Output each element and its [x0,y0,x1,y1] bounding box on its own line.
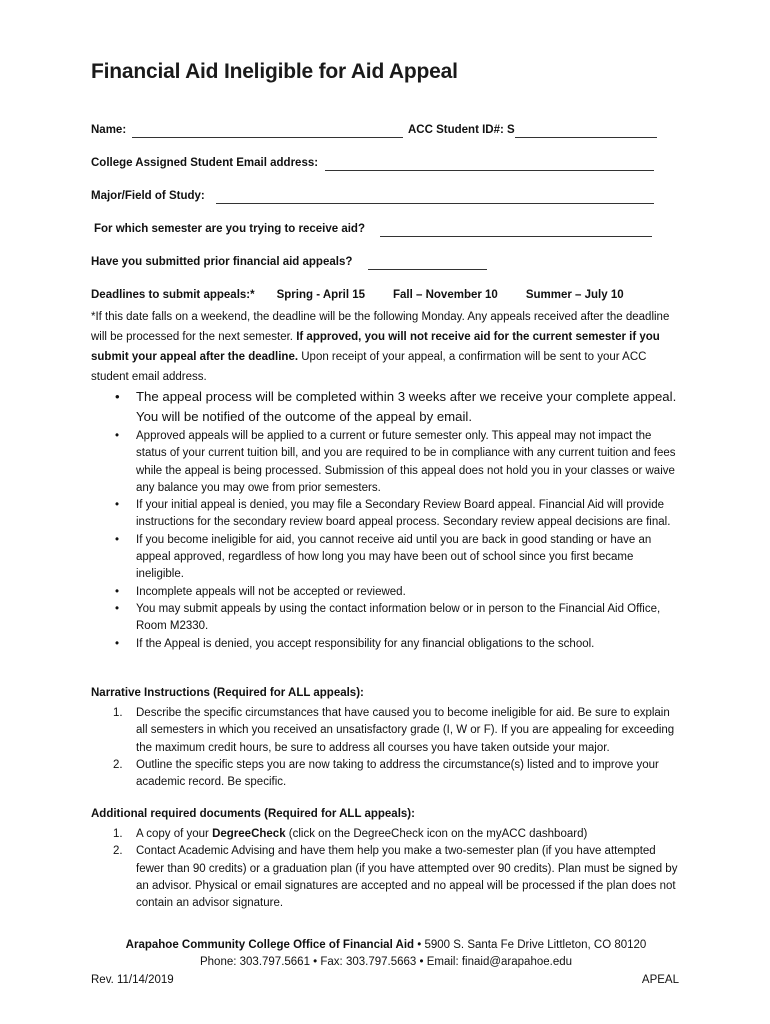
name-label: Name: [91,124,127,136]
deadline-notice [91,307,681,387]
bullet-text: If you become ineligible for aid, you cannot receive aid until you are back in good standing or have an appeal approved, regardless of how long you may have been out of school since you first became ineligible. [136,533,652,581]
additional-docs-list [91,826,681,912]
footer-org: Arapahoe Community College Office of Financial Aid [125,939,415,951]
list-item [91,705,681,757]
item-text: Contact Academic Advising and have them help you make a two-semester plan (if you have attempted fewer than 90 credits) or a graduation plan (if you have attempted over 90 credits). Plan must be signed by an advisor. Physical or email signatures are accepted and no appeal will be processed if the plan does not contain an advisor signature. [136,845,678,910]
student-id-input-line[interactable] [515,137,657,138]
item-text-cont: (click on the DegreeCheck icon on the myACC dashboard) [285,828,588,840]
deadlines-row [91,289,652,301]
email-input-line[interactable] [325,170,654,171]
list-item [91,757,681,792]
item-number: 2. [113,758,123,771]
bullet-text-cont: . Financial Aid will provide instructions for the secondary review board appeal process. Secondary review appeal decisions are final. [136,499,671,529]
deadline-summer: Summer – July 10 [525,289,624,301]
deadline-fall: Fall – November 10 [393,289,498,301]
footer-address-text: • 5900 S. Santa Fe Drive Littleton, CO 80120 [417,939,647,951]
form-code: APEAL [641,974,679,986]
footer-address [91,939,681,951]
item-number: 1. [113,828,123,840]
degreecheck-label: DegreeCheck [212,828,286,840]
revision-date: Rev. 11/14/2019 [91,974,174,986]
item-text: Describe the specific circumstances that have caused you to become ineligible for aid. Be sure to explain all semesters in which you received an unsatisfactory grade (I, W or F). If you are appealing for exceeding the maximum credit hours, be sure to address all courses you have taken outside your major. [136,707,675,754]
bullet-text: You may submit appeals by using the contact information below or in person to the Financial Aid Office, Room M2330. [136,602,661,633]
notice-text-3: Upon receipt of your appeal, a confirmation will be sent to your ACC student email address. [91,351,647,383]
bullet-text: If your initial appeal is denied, you may file a Secondary Review Board appeal [136,499,533,512]
list-item [91,843,681,912]
item-text: A copy of your [136,828,213,840]
notice-text-1: *If this date falls on a weekend, the deadline will be the following Monday. Any appeals received after the deadline will be processed for the next semester. [91,311,670,343]
list-item [91,636,681,653]
bullet-text: The appeal process will be completed within 3 weeks after we receive your complete appeal. You will be notified of the outcome of the appeal by email. [136,389,677,424]
semester-input-line[interactable] [380,236,652,237]
email-label: College Assigned Student Email address: [91,157,319,169]
narrative-list [91,705,681,791]
item-number: 2. [113,845,123,858]
bullet-text: Incomplete appeals will not be accepted or reviewed. [136,585,406,598]
policy-bullet-list [91,387,681,653]
additional-docs-heading: Additional required documents (Required for ALL appeals): [91,808,415,820]
prior-appeals-label: Have you submitted prior financial aid appeals? [91,256,353,268]
prior-appeals-input-line[interactable] [368,269,487,270]
list-item [91,532,681,584]
semester-label: For which semester are you trying to receive aid? [94,223,365,235]
major-input-line[interactable] [216,203,654,204]
narrative-heading: Narrative Instructions (Required for ALL appeals): [91,687,364,699]
list-item [91,601,681,636]
bullet-text: If the Appeal is denied, you accept responsibility for any financial obligations to the school. [136,637,595,650]
item-text: Outline the specific steps you are now taking to address the circumstance(s) listed and to improve your academic record. Be specific. [136,758,659,789]
major-label: Major/Field of Study: [91,190,205,202]
list-item [91,497,681,532]
page-title: Financial Aid Ineligible for Aid Appeal [91,60,458,83]
list-item [91,826,681,843]
notice-text-bold: If approved, you will not receive aid for the current semester if you submit your appeal after the deadline. [91,331,660,363]
student-id-label: ACC Student ID#: S [408,124,515,136]
list-item [91,428,681,497]
list-item [91,584,681,601]
bullet-text: Approved appeals will be applied to a current or future semester only. This appeal may not impact the status of your current tuition bill, and you are required to be in compliance with any current tuition and fees while the appeal is being processed. Submission of this appeal does not hold you in your classes or waive any balance you may owe from prior semesters. [136,430,676,494]
name-input-line[interactable] [132,137,403,138]
footer-contact: Phone: 303.797.5661 • Fax: 303.797.5663 • Email: finaid@arapahoe.edu [199,956,573,968]
item-number: 1. [113,707,123,719]
deadlines-label: Deadlines to submit appeals:* [91,289,255,301]
deadline-spring: Spring - April 15 [276,289,365,301]
list-item [91,387,681,426]
